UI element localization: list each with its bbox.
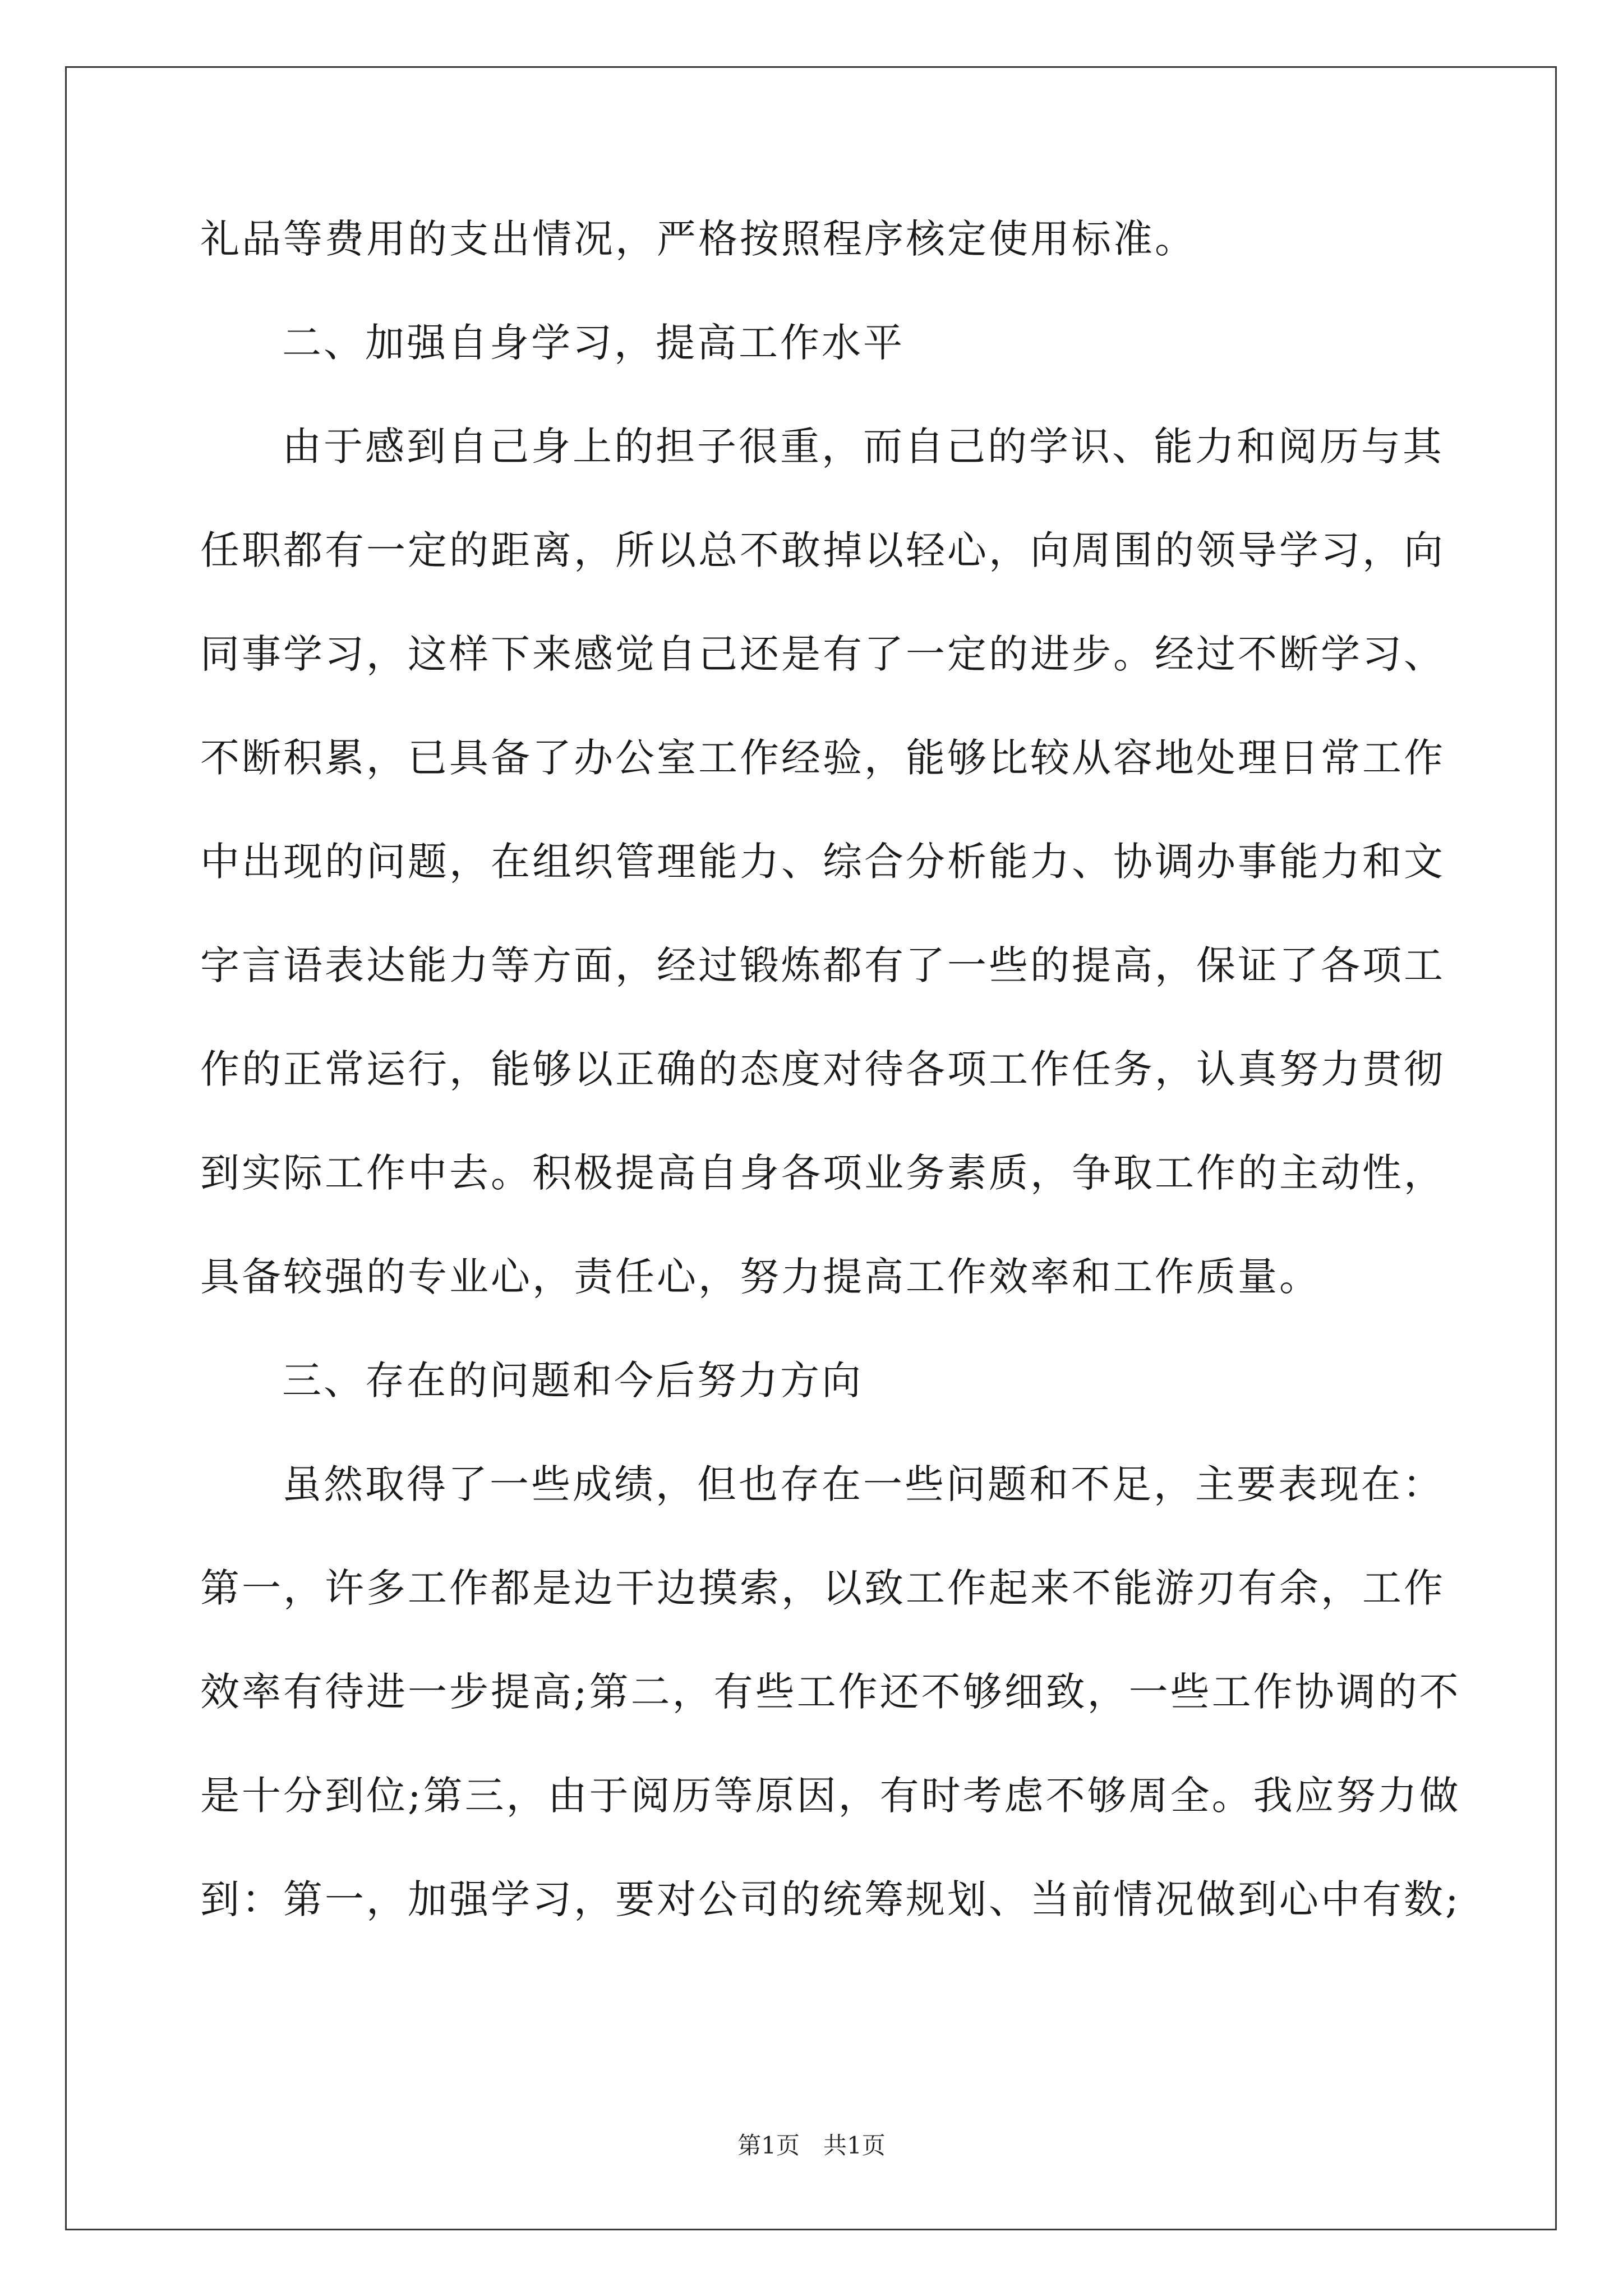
text-line: 礼品等费用的支出情况，严格按照程序核定使用标准。 [200,216,1196,262]
text-line: 效率有待进一步提高;第二，有些工作还不够细致，一些工作协调的不 [200,1669,1461,1715]
text-line: 中出现的问题，在组织管理能力、综合分析能力、协调办事能力和文 [200,839,1445,885]
text-line: 由于感到自己身上的担子很重，而自己的学识、能力和阅历与其 [282,424,1444,470]
text-line: 到实际工作中去。积极提高自身各项业务素质，争取工作的主动性， [200,1150,1445,1196]
section-heading: 三、存在的问题和今后努力方向 [282,1358,863,1404]
text-line: 任职都有一定的距离，所以总不敢掉以轻心，向周围的领导学习，向 [200,527,1445,573]
text-line: 虽然取得了一些成绩，但也存在一些问题和不足，主要表现在： [282,1461,1444,1507]
text-line: 作的正常运行，能够以正确的态度对待各项工作任务，认真努力贯彻 [200,1046,1445,1092]
text-line: 是十分到位;第三，由于阅历等原因，有时考虑不够周全。我应努力做 [200,1773,1461,1819]
text-line: 字言语表达能力等方面，经过锻炼都有了一些的提高，保证了各项工 [200,942,1445,988]
text-line: 第一，许多工作都是边干边摸索，以致工作起来不能游刃有余，工作 [200,1565,1445,1611]
section-heading: 二、加强自身学习，提高工作水平 [282,320,905,366]
text-line: 不断积累，已具备了办公室工作经验，能够比较从容地处理日常工作 [200,735,1445,781]
text-line: 同事学习，这样下来感觉自己还是有了一定的进步。经过不断学习、 [200,631,1445,677]
text-line: 具备较强的专业心，责任心，努力提高工作效率和工作质量。 [200,1254,1321,1300]
page-number-footer: 第1页 共1页 [737,2132,886,2159]
text-line: 到：第一，加强学习，要对公司的统筹规划、当前情况做到心中有数; [200,1876,1461,1922]
